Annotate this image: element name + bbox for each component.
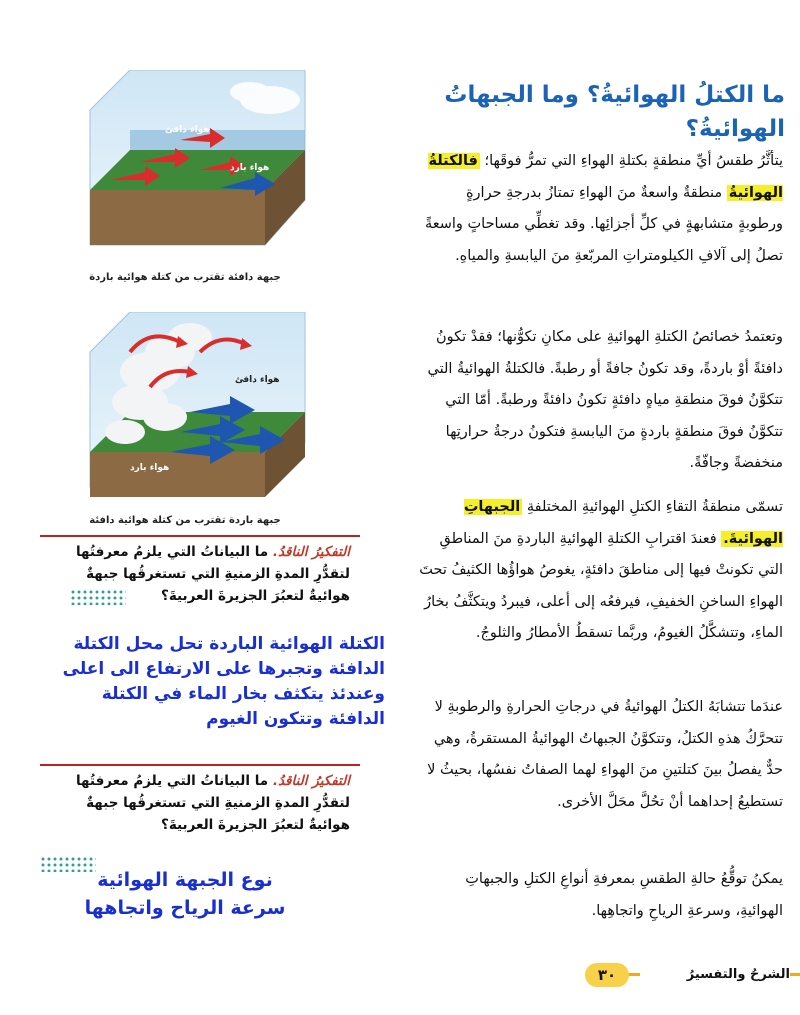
paragraph-air-mass-properties: وتعتمدُ خصائصُ الكتلةِ الهوائيةِ على مكانِ تكوُّنها؛ فقدْ تكونُ دافئةً أوْ باردةً، وقد تكونُ جافةً أو رطبةً. فالكتلةُ الهوائيةُ التي تتكوَّنُ فوقَ منطقةِ مياهٍ دافئةٍ تكونُ دافئةً ورطبةً. أمّا التي تتكوَّنُ فوقَ منطقةٍ باردةٍ منَ اليابسةِ فتكونُ درجةُ حرارتِها منخفضةً وجافّةً. (427, 329, 783, 471)
answer-2-line-2: سرعة الرياح واتجاهها (84, 897, 286, 919)
paragraph-air-fronts (418, 492, 783, 650)
handwritten-answer-1: الكتلة الهوائية الباردة تحل محل الكتلة الدافئة وتجبرها على الارتفاع الى اعلى وعندئذ يتكثف بخار الماء في الكتلة الدافئة وتتكون الغيوم (62, 634, 385, 729)
cold-air-label-2: هواء بارد (130, 463, 170, 473)
cold-front-caption: جبهة باردة تقترب من كتلة هوائية دافئة (89, 515, 281, 526)
section-heading: ما الكتلُ الهوائيةُ؟ وما الجبهاتُ الهوائيةُ؟ (444, 82, 785, 142)
cold-front-diagram (70, 312, 310, 512)
paragraph-stationary-fronts: عندَما تتشابَهُ الكتلُ الهوائيةُ في درجاتِ الحرارةِ والرطوبةِ لا تتحرَّكُ هذهِ الكتلُ، وتتكوَّنُ الجبهاتُ الهوائيةُ المستقرةُ، وهي حدٌّ يفصلُ بينَ كتلتينِ منَ الهواءِ لهما الصفاتُ نفسُها، بحيثُ لا تستطيعُ إحداهما أنْ تحُلَّ محَلَّ الأخرى. (427, 699, 783, 810)
answer-2-line-1: نوع الجبهة الهوائية (97, 869, 273, 891)
cold-air-label-1: هواء بارد (230, 163, 270, 173)
critical-thinking-body-2: ما البياناتُ التي يلزمُ معرفتُها لتقدُّرِ المدةِ الزمنيةِ التي تستغرقُها جبهةٌ هوائيةٌ لتعبُرَ الجزيرةَ العربيةَ؟ (75, 773, 350, 833)
critical-thinking-title-1: التفكيرُ الناقدُ. (272, 544, 350, 560)
warm-air-label-1: هواء دافئ (165, 125, 210, 135)
critical-thinking-body-1: ما البياناتُ التي يلزمُ معرفتُها لتقدُّرِ المدةِ الزمنيةِ التي تستغرقُها جبهةٌ هوائيةٌ لتعبُرَ الجزيرةَ العربيةَ؟ (75, 544, 350, 604)
footer-section-label: الشرحُ والتفسيرُ (640, 962, 790, 988)
critical-thinking-divider-2 (40, 764, 360, 766)
critical-thinking-question-2 (50, 770, 350, 836)
critical-thinking-title-2: التفكيرُ الناقدُ. (272, 773, 350, 789)
cold-front-illustration (70, 312, 310, 512)
dotted-underline-1 (70, 589, 126, 605)
term-air-fronts: الجبهاتِ الهوائيةَ. (463, 499, 783, 547)
term-air-mass: فالكتلةُ الهوائيةُ (428, 153, 783, 201)
para1-text-before: يتأثَّرُ طقسُ أيِّ منطقةٍ بكتلةِ الهواءِ التي تمرُّ فوقَها؛ (479, 153, 783, 169)
critical-thinking-box-1 (40, 533, 360, 623)
paragraph-air-masses (418, 146, 783, 272)
warm-front-diagram (70, 70, 310, 270)
para1-text-after: منطقةٌ واسعةٌ منَ الهواءِ تمتازُ بدرجةِ حرارةٍ ورطوبةٍ متشابهةٍ في كلِّ أجزائِها. وقد تغطِّي مساحاتٍ واسعةً تصلُ إلى آلافِ الكيلومتراتِ المربّعةِ منَ اليابسةِ والمياهِ. (424, 184, 783, 264)
paragraph-weather-prediction: يمكنُ توقُّعُ حالةِ الطقسِ بمعرفةِ أنواعِ الكتلِ والجبهاتِ الهوائيةِ، وسرعةِ الرياحِ واتجاهِها. (465, 871, 783, 919)
para3-text-before: تسمّى منطقةُ التقاءِ الكتلِ الهوائيةِ المختلفةِ (522, 499, 783, 515)
para3-text-after: فعندَ اقترابِ الكتلةِ الهوائيةِ الباردةِ منَ المناطقِ التي تكونتْ فيها إلى مناطقَ دافئةٍ، يغوصُ هواؤُها الكثيفُ تحتَ الهواءِ الساخنِ الخفيفِ، فيرفعُه إلى أعلى، فيبردُ ويتكثَّفُ بخارُ الماءِ، وتتشكَّلُ الغيومُ، وربَّما تسقطُ الأمطارُ والثلوجُ. (419, 530, 783, 641)
handwritten-answer-2 (70, 866, 300, 922)
page-number: ٣٠ (585, 963, 629, 987)
warm-front-illustration (70, 70, 310, 270)
warm-air-label-2: هواء دافئ (235, 375, 280, 385)
critical-thinking-divider-1 (40, 535, 360, 537)
warm-front-caption: جبهة دافئة تقترب من كتلة هوائية باردة (89, 272, 281, 283)
critical-thinking-box-2 (40, 762, 360, 852)
